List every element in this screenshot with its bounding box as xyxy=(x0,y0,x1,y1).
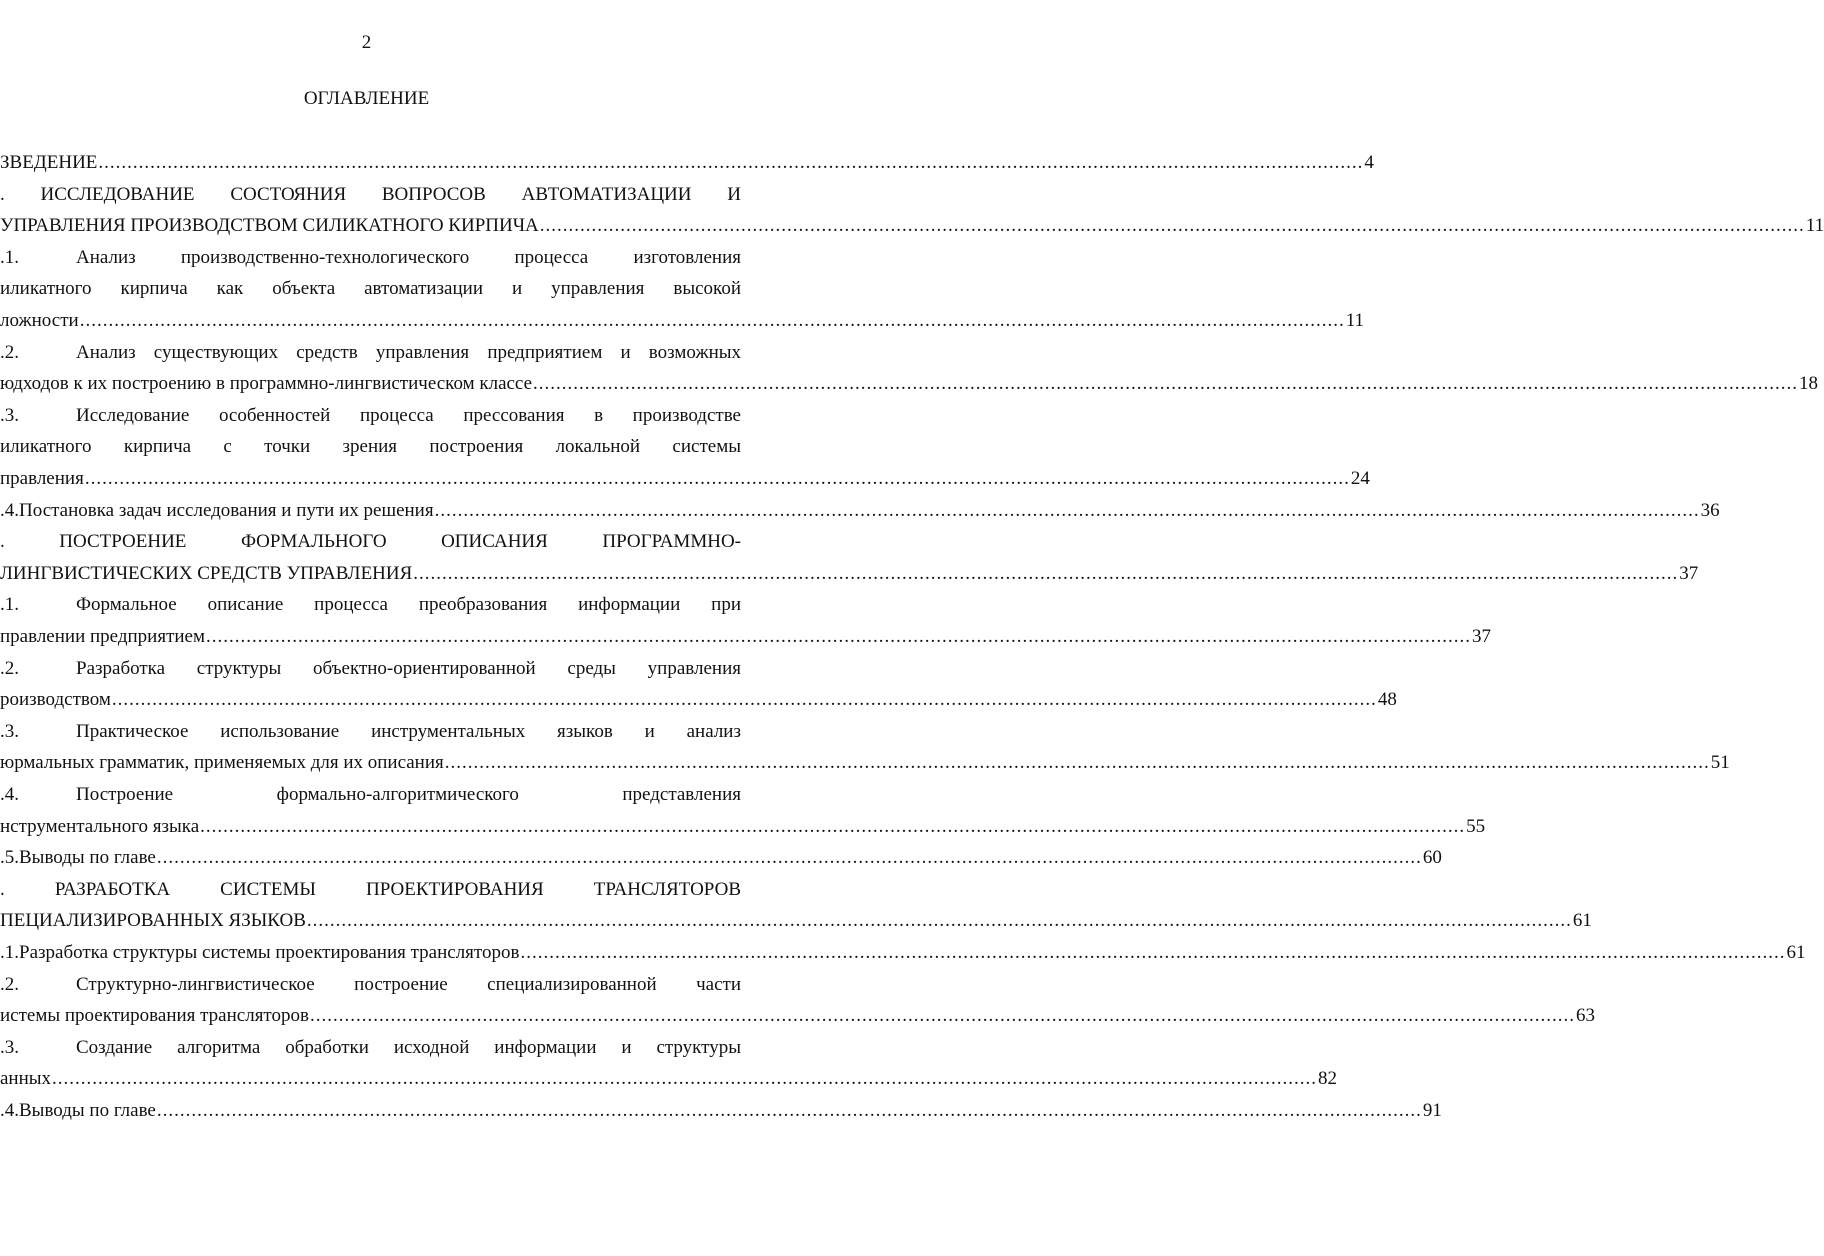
toc-line: . ИССЛЕДОВАНИЕ СОСТОЯНИЯ ВОПРОСОВ АВТОМАТИЗАЦИИ И xyxy=(0,183,741,205)
toc-line xyxy=(0,338,741,368)
toc-page-number: 82 xyxy=(1318,1068,1338,1090)
toc-section-number: .1. xyxy=(0,246,19,268)
dot-leader: ............................................................................................................................................................................................................................ xyxy=(309,1005,1575,1027)
toc-line xyxy=(0,938,1806,968)
toc-section-number: .3. xyxy=(0,720,19,742)
toc-page-number: 11 xyxy=(1805,215,1824,237)
toc-page-number: 55 xyxy=(1466,815,1486,837)
toc-line xyxy=(0,1096,1442,1126)
toc-line xyxy=(0,970,741,1000)
toc-page-number: 11 xyxy=(1345,310,1364,331)
toc-page-number: 48 xyxy=(1377,689,1397,711)
dot-leader: ............................................................................................................................................................................................................................ xyxy=(156,1100,1422,1121)
toc-line xyxy=(0,464,1370,494)
toc-page-number: 63 xyxy=(1575,1005,1595,1027)
toc-line xyxy=(0,496,1720,526)
toc-page-number: 36 xyxy=(1700,499,1720,521)
toc-line: . РАЗРАБОТКА СИСТЕМЫ ПРОЕКТИРОВАНИЯ ТРАНСЛЯТОРОВ xyxy=(0,878,741,900)
dot-leader: ............................................................................................................................................................................................................................ xyxy=(306,910,1572,932)
toc-section-number: .4. xyxy=(0,499,19,521)
dot-leader: ............................................................................................................................................................................................................................ xyxy=(79,310,1345,331)
dot-leader: ............................................................................................................................................................................................................................ xyxy=(206,626,1472,647)
toc-line: иликатного кирпича с точки зрения построения локальной системы xyxy=(0,436,741,458)
toc-entry-text: Создание алгоритма обработки исходной информации и структуры xyxy=(76,1036,741,1058)
toc-line: . ПОСТРОЕНИЕ ФОРМАЛЬНОГО ОПИСАНИЯ ПРОГРАММНО- xyxy=(0,531,741,553)
toc-line xyxy=(0,780,741,810)
toc-section-number: .1. xyxy=(0,594,19,616)
toc-section-number: .3. xyxy=(0,404,19,426)
toc-entry-text: Анализ производственно-технологического процесса изготовления xyxy=(76,246,741,268)
toc-line xyxy=(0,717,741,747)
toc-section-number: .2. xyxy=(0,973,19,995)
dot-leader: ............................................................................................................................................................................................................................ xyxy=(444,752,1710,774)
toc-section-number: .5. xyxy=(0,847,19,869)
toc-line xyxy=(0,1033,741,1063)
toc-page-number: 51 xyxy=(1710,752,1730,774)
toc-section-number: .4. xyxy=(0,784,19,805)
toc-line xyxy=(0,306,1364,336)
toc-entry-text: ЛИНГВИСТИЧЕСКИХ СРЕДСТВ УПРАВЛЕНИЯ xyxy=(0,562,413,584)
dot-leader: ............................................................................................................................................................................................................................ xyxy=(434,499,1700,521)
toc-page-number: 91 xyxy=(1422,1100,1442,1121)
toc-entry-text: Разработка структуры объектно-ориентированной среды управления xyxy=(76,657,741,679)
toc-line xyxy=(0,243,741,273)
toc-entry-text: УПРАВЛЕНИЯ ПРОИЗВОДСТВОМ СИЛИКАТНОГО КИРПИЧА xyxy=(0,215,539,237)
toc-entry-text: ПЕЦИАЛИЗИРОВАННЫХ ЯЗЫКОВ xyxy=(0,910,306,932)
toc-page-number: 61 xyxy=(1786,942,1806,963)
dot-leader: ............................................................................................................................................................................................................................ xyxy=(84,468,1350,489)
toc-entry-text: нструментального языка xyxy=(0,815,200,837)
toc-page-number: 4 xyxy=(1364,152,1374,173)
dot-leader: ............................................................................................................................................................................................................................ xyxy=(111,689,1377,711)
toc-section-number: .2. xyxy=(0,657,19,679)
toc-line xyxy=(0,622,1492,652)
toc-line xyxy=(0,590,741,620)
toc-entry-text: роизводством xyxy=(0,689,111,711)
toc-entry-text: Постановка задач исследования и пути их решения xyxy=(19,499,434,521)
toc-entry-text: юдходов к их построению в программно-лингвистическом классе xyxy=(0,373,533,395)
dot-leader: ............................................................................................................................................................................................................................ xyxy=(98,152,1364,173)
dot-leader: ............................................................................................................................................................................................................................ xyxy=(200,815,1466,837)
toc-section-number: .3. xyxy=(0,1036,19,1058)
toc-entry-text: истемы проектирования трансляторов xyxy=(0,1005,309,1027)
toc-line xyxy=(0,1064,1338,1094)
toc-section-number: .2. xyxy=(0,341,19,363)
page-number: 2 xyxy=(361,32,372,53)
toc-page-number: 24 xyxy=(1350,468,1370,489)
toc-line xyxy=(0,148,1374,178)
toc-entry-text: правления xyxy=(0,468,84,489)
toc-line: иликатного кирпича как объекта автоматизации и управления высокой xyxy=(0,278,741,300)
toc-entry-text: Построение формально-алгоритмического представления xyxy=(76,784,741,805)
toc-line xyxy=(0,401,741,431)
toc-line xyxy=(0,559,1699,589)
toc-entry-text: анных xyxy=(0,1068,52,1090)
dot-leader: ............................................................................................................................................................................................................................ xyxy=(533,373,1799,395)
toc-line xyxy=(0,654,741,684)
toc-entry-text: Разработка структуры системы проектирования трансляторов xyxy=(19,942,520,963)
toc-line xyxy=(0,685,1397,715)
dot-leader: ............................................................................................................................................................................................................................ xyxy=(156,847,1422,869)
toc-page-number: 37 xyxy=(1679,562,1699,584)
toc-line xyxy=(0,748,1730,778)
toc-line xyxy=(0,812,1486,842)
toc-entry-text: правлении предприятием xyxy=(0,626,206,647)
toc-line xyxy=(0,843,1442,873)
toc-line xyxy=(0,369,1819,399)
toc-entry-text: Исследование особенностей процесса прессования в производстве xyxy=(76,404,741,426)
toc-section-number: .1. xyxy=(0,942,19,963)
dot-leader: ............................................................................................................................................................................................................................ xyxy=(539,215,1805,237)
toc-page-number: 60 xyxy=(1422,847,1442,869)
toc-entry-text: Выводы по главе xyxy=(19,1100,156,1121)
toc-page-number: 61 xyxy=(1572,910,1592,932)
toc-line xyxy=(0,1001,1595,1031)
toc-section-number: .4. xyxy=(0,1100,19,1121)
dot-leader: ............................................................................................................................................................................................................................ xyxy=(52,1068,1318,1090)
dot-leader: ............................................................................................................................................................................................................................ xyxy=(413,562,1679,584)
toc-entry-text: Структурно-лингвистическое построение специализированной части xyxy=(76,973,741,995)
toc-entry-text: Формальное описание процесса преобразования информации при xyxy=(76,594,741,616)
dot-leader: ............................................................................................................................................................................................................................ xyxy=(520,942,1786,963)
toc-entry-text: ЗВЕДЕНИЕ xyxy=(0,152,98,173)
toc-entry-text: Практическое использование инструментальных языков и анализ xyxy=(76,720,741,742)
toc-page-number: 37 xyxy=(1472,626,1492,647)
toc-line xyxy=(0,906,1592,936)
page-title: ОГЛАВЛЕНИЕ xyxy=(303,88,430,109)
toc-entry-text: Анализ существующих средств управления предприятием и возможных xyxy=(76,341,741,363)
toc-page-number: 18 xyxy=(1799,373,1819,395)
toc-line xyxy=(0,211,1824,241)
toc-entry-text: юрмальных грамматик, применяемых для их описания xyxy=(0,752,444,774)
toc-entry-text: ложности xyxy=(0,310,79,331)
toc-entry-text: Выводы по главе xyxy=(19,847,156,869)
